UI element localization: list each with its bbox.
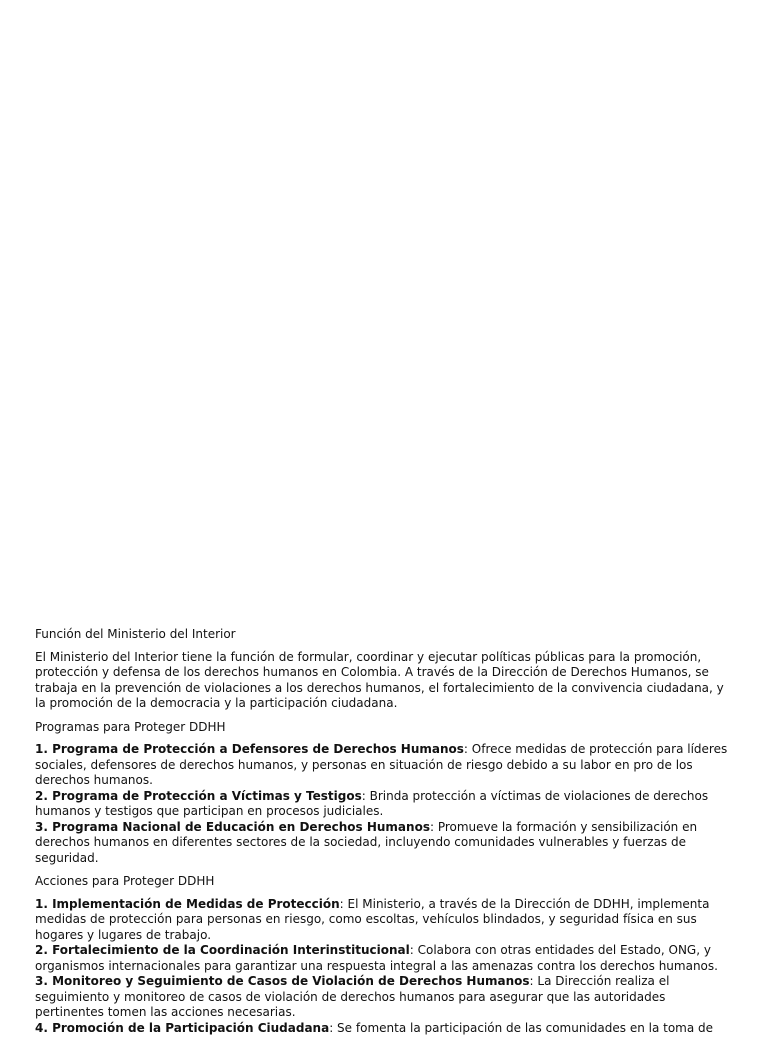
item-title: 3. Programa Nacional de Educación en Derechos Humanos xyxy=(35,819,430,834)
item-text: : La Dirección realiza el seguimiento y monitoreo de casos de violación de derechos humanos para asegurar que las autoridades pertinentes tomen las acciones necesarias. xyxy=(35,974,670,1019)
section-paragraph-funcion: El Ministerio del Interior tiene la función de formular, coordinar y ejecutar políticas públicas para la promoción, protección y defensa de los derechos humanos en Colombia. A través de la Dirección de Derechos Humanos, se trabaja en la prevención de violaciones a los derechos humanos, el fortalecimiento de la convivencia ciudadana, y la promoción de la democracia y la participación ciudadana. xyxy=(35,649,724,710)
actions-list xyxy=(35,897,735,1037)
item-text: : El Ministerio, a través de la Dirección de DDHH, implementa medidas de protección para personas en riesgo, como escoltas, vehículos blindados, y seguridad física en sus hogares y lugares de trabajo. xyxy=(35,896,710,942)
item-text: : Promueve la formación y sensibilización en derechos humanos en diferentes sectores de la sociedad, incluyendo comunidades vulnerables y fuerzas de seguridad. xyxy=(35,819,698,865)
programs-list xyxy=(35,742,735,866)
list-item xyxy=(35,820,735,867)
list-item xyxy=(35,789,735,820)
item-title: 2. Programa de Protección a Víctimas y Testigos xyxy=(35,788,362,803)
item-title: 3. Monitoreo y Seguimiento de Casos de Violación de Derechos Humanos xyxy=(35,974,530,988)
document-body xyxy=(35,627,735,1044)
item-title: 1. Implementación de Medidas de Protección xyxy=(35,896,340,911)
list-item xyxy=(35,974,735,1021)
list-item xyxy=(35,1021,735,1037)
item-text: : Se fomenta la participación de las comunidades en la toma de xyxy=(329,1020,714,1035)
item-text: : Colabora con otras entidades del Estado, ONG, y organismos internacionales para garantizar una respuesta integral a las amenazas contra los derechos humanos. xyxy=(35,943,718,973)
item-title: 1. Programa de Protección a Defensores de Derechos Humanos xyxy=(35,742,464,756)
item-title: 2. Fortalecimiento de la Coordinación Interinstitucional xyxy=(35,943,410,957)
item-title: 4. Promoción de la Participación Ciudadana xyxy=(35,1020,330,1035)
section-heading-programas: Programas para Proteger DDHH xyxy=(35,719,226,734)
list-item xyxy=(35,897,735,944)
section-heading-acciones: Acciones para Proteger DDHH xyxy=(35,874,215,888)
item-text: : Brinda protección a víctimas de violaciones de derechos humanos y testigos que participan en procesos judiciales. xyxy=(35,788,709,818)
list-item xyxy=(35,742,735,789)
list-item xyxy=(35,943,735,974)
section-heading-funcion: Función del Ministerio del Interior xyxy=(35,627,236,641)
item-text: : Ofrece medidas de protección para líderes sociales, defensores de derechos humanos, y personas en situación de riesgo debido a su labor en pro de los derechos humanos. xyxy=(35,742,728,787)
